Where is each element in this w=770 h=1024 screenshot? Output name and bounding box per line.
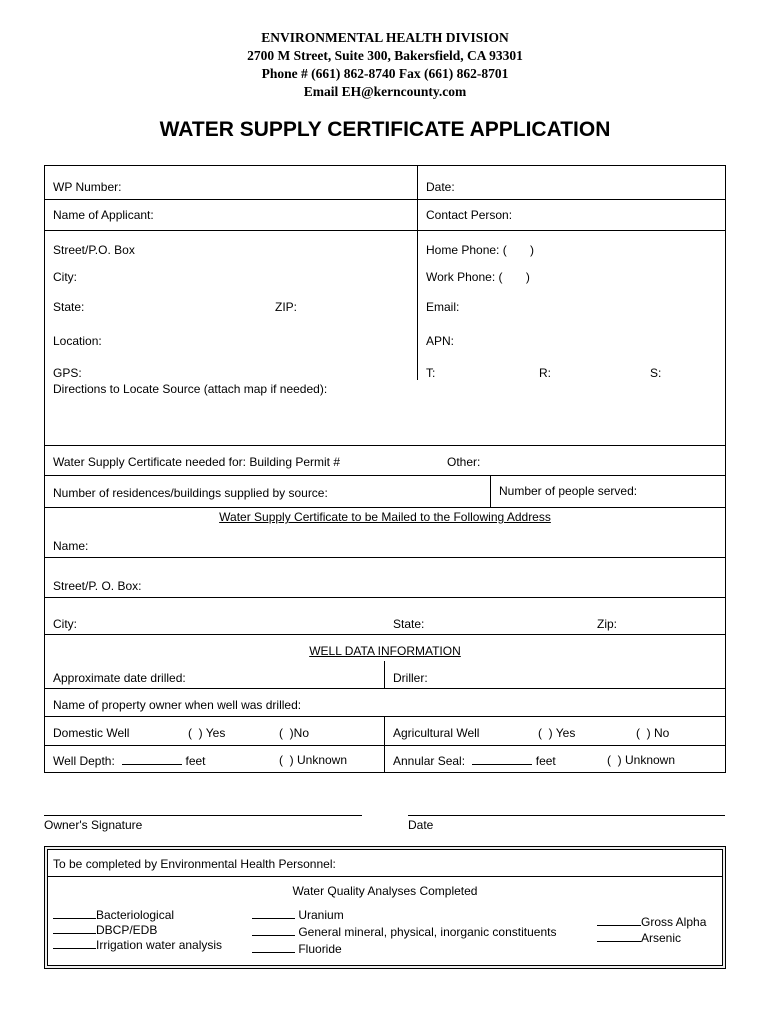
applicant-name-field[interactable]: Name of Applicant:: [53, 208, 154, 222]
owner-signature-label: Owner's Signature: [44, 818, 143, 832]
well-depth-blank[interactable]: [122, 753, 182, 765]
well-depth-feet: feet: [185, 754, 206, 768]
division-address: 2700 M Street, Suite 300, Bakersfield, CA 93301: [247, 48, 523, 63]
agricultural-well-label: Agricultural Well: [393, 726, 480, 740]
analysis-general-mineral[interactable]: General mineral, physical, inorganic constituents: [252, 924, 556, 939]
mailing-city-field[interactable]: City:: [53, 617, 77, 631]
mailing-street-field[interactable]: Street/P. O. Box:: [53, 579, 142, 593]
annular-seal-blank[interactable]: [472, 753, 532, 765]
owner-signature-line[interactable]: [44, 815, 362, 816]
domestic-no-checkbox[interactable]: ( )No: [279, 726, 309, 740]
analysis-bacteriological[interactable]: Bacteriological: [53, 907, 174, 922]
well-depth-label: Well Depth:: [53, 754, 115, 768]
well-data-heading: WELL DATA INFORMATION: [309, 644, 461, 658]
contact-person-field[interactable]: Contact Person:: [426, 208, 513, 222]
gps-field[interactable]: GPS:: [53, 366, 82, 380]
date-drilled-field[interactable]: Approximate date drilled:: [53, 671, 186, 685]
residences-field[interactable]: Number of residences/buildings supplied by source:: [53, 486, 328, 500]
building-permit-field[interactable]: Water Supply Certificate needed for: Building Permit #: [53, 455, 341, 469]
division-email: Email EH@kerncounty.com: [303, 84, 467, 99]
wp-number-field[interactable]: WP Number:: [53, 180, 122, 194]
well-depth-unknown-checkbox[interactable]: ( ) Unknown: [279, 753, 348, 767]
annular-seal-label: Annular Seal:: [393, 754, 466, 768]
township-field[interactable]: T:: [426, 366, 436, 380]
applicant-zip-field[interactable]: ZIP:: [275, 300, 298, 314]
well-depth-field[interactable]: [53, 753, 206, 768]
analysis-irrigation[interactable]: Irrigation water analysis: [53, 937, 222, 952]
other-field[interactable]: Other:: [447, 455, 481, 469]
mailing-name-field[interactable]: Name:: [53, 539, 89, 553]
property-owner-field[interactable]: Name of property owner when well was drilled:: [53, 698, 302, 712]
eh-section-heading: To be completed by Environmental Health Personnel:: [53, 857, 336, 871]
applicant-street-field[interactable]: Street/P.O. Box: [53, 243, 135, 257]
work-phone-field[interactable]: Work Phone: ( ): [426, 270, 530, 284]
annular-seal-unknown-checkbox[interactable]: ( ) Unknown: [607, 753, 676, 767]
applicant-state-field[interactable]: State:: [53, 300, 85, 314]
applicant-email-field[interactable]: Email:: [426, 300, 460, 314]
analysis-gross-alpha[interactable]: Gross Alpha: [597, 914, 706, 929]
people-served-field[interactable]: Number of people served:: [499, 484, 638, 498]
driller-field[interactable]: Driller:: [393, 671, 428, 685]
mailing-zip-field[interactable]: Zip:: [597, 617, 618, 631]
date-field[interactable]: Date:: [426, 180, 455, 194]
form-title: WATER SUPPLY CERTIFICATE APPLICATION: [159, 118, 611, 141]
domestic-yes-checkbox[interactable]: ( ) Yes: [188, 726, 226, 740]
division-phone-fax: Phone # (661) 862-8740 Fax (661) 862-8701: [261, 66, 509, 81]
analysis-dbcp-edb[interactable]: DBCP/EDB: [53, 922, 157, 937]
agricultural-yes-checkbox[interactable]: ( ) Yes: [538, 726, 576, 740]
signature-date-line[interactable]: [408, 815, 725, 816]
range-field[interactable]: R:: [539, 366, 551, 380]
analysis-fluoride[interactable]: Fluoride: [252, 941, 342, 956]
home-phone-field[interactable]: Home Phone: ( ): [426, 243, 535, 257]
mailing-heading: Water Supply Certificate to be Mailed to the Following Address: [219, 510, 551, 524]
apn-field[interactable]: APN:: [426, 334, 455, 348]
directions-field[interactable]: Directions to Locate Source (attach map if needed):: [53, 382, 328, 396]
annular-seal-feet: feet: [535, 754, 556, 768]
analysis-uranium[interactable]: Uranium: [252, 907, 344, 922]
section-field[interactable]: S:: [650, 366, 662, 380]
signature-date-label: Date: [408, 818, 434, 832]
applicant-city-field[interactable]: City:: [53, 270, 77, 284]
location-field[interactable]: Location:: [53, 334, 102, 348]
analysis-arsenic[interactable]: Arsenic: [597, 930, 681, 945]
annular-seal-field[interactable]: [393, 753, 556, 768]
mailing-state-field[interactable]: State:: [393, 617, 425, 631]
domestic-well-label: Domestic Well: [53, 726, 130, 740]
analyses-subheading: Water Quality Analyses Completed: [292, 884, 478, 898]
agricultural-no-checkbox[interactable]: ( ) No: [636, 726, 670, 740]
division-name: ENVIRONMENTAL HEALTH DIVISION: [261, 30, 509, 45]
